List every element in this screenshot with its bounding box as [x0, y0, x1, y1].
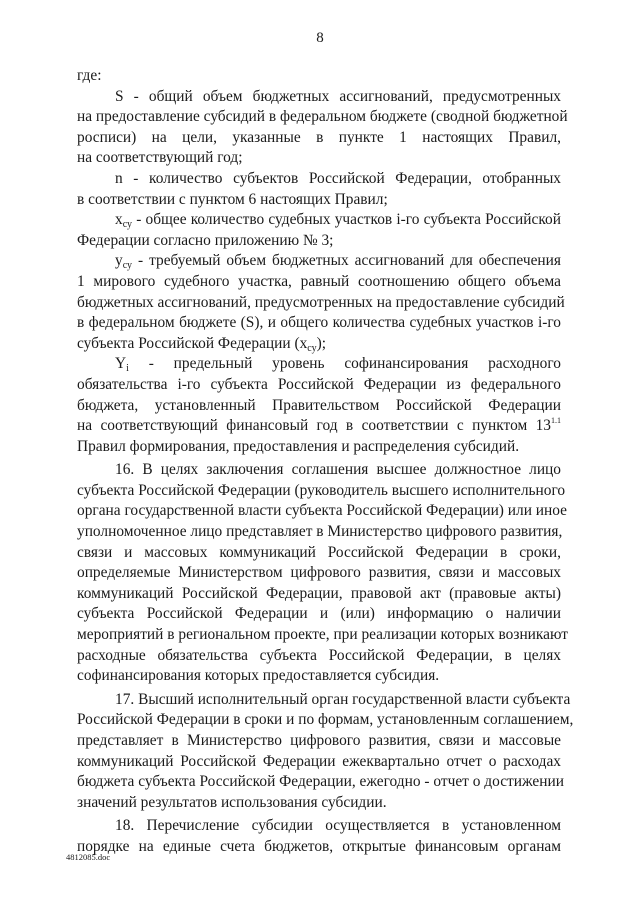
definition-y-i — [77, 354, 561, 457]
text-line: определяемые Министерством цифрового развития, связи и массовых — [77, 564, 561, 582]
symbol-subscript: су — [122, 260, 133, 272]
symbol: y — [115, 252, 123, 270]
text-line: на соответствующий год; — [77, 149, 243, 167]
text-line: Правил формирования, предоставления и распределения субсидий. — [77, 437, 520, 455]
text-line: расходные обязательства субъекта Российской Федерации, в целях — [77, 646, 561, 664]
text-line: субъекта Российской Федерации (руководитель высшего исполнительного — [77, 481, 566, 499]
symbol-subscript: су — [307, 342, 317, 354]
text-line: Федерации согласно приложению № 3; — [77, 231, 334, 249]
page-number: 8 — [316, 30, 324, 46]
text-line: на предоставление субсидий в федеральном бюджете (сводной бюджетной — [77, 108, 568, 126]
text-line: органа государственной власти субъекта Российской Федерации) или иное — [77, 502, 567, 520]
symbol: x — [115, 211, 123, 229]
text-line: субъекта Российской Федерации и (или) информацию о наличии — [77, 605, 561, 623]
document-body — [77, 66, 574, 858]
symbol: Y — [115, 355, 127, 373]
definition-x-su — [77, 210, 561, 251]
footer-filename: 4812085.doc — [66, 852, 111, 862]
text-line: в федеральном бюджете (S), и общего количества судебных участков i-го — [77, 314, 561, 332]
reference-superscript: 1.1 — [551, 416, 561, 426]
text-line — [77, 354, 561, 375]
text-line — [77, 210, 561, 231]
clause-16 — [77, 460, 569, 687]
text-span: субъекта Российской Федерации (x — [77, 334, 308, 352]
text-line: бюджета субъекта Российской Федерации, ежегодно - отчет о достижении — [77, 773, 564, 791]
text-line: 16. В целях заключения соглашения высшее должностное лицо — [115, 461, 561, 479]
text-line: мероприятий в региональном проекте, при реализации которых возникают — [77, 626, 569, 644]
text-line: коммуникаций Российской Федерации ежеквартально отчет о расходах — [77, 752, 561, 770]
text-line: значений результатов использования субсидии. — [77, 793, 387, 811]
clause-17 — [77, 690, 574, 814]
symbol-subscript: су — [122, 219, 133, 231]
text-line: Российской Федерации в сроки и по формам, установленным соглашением, — [77, 711, 574, 729]
text-span: на соответствующий финансовый год в соответствии с пунктом 13 — [77, 417, 551, 435]
symbol-subscript: i — [126, 363, 129, 375]
text-line: бюджетных ассигнований, предусмотренных на предоставление субсидий — [77, 293, 565, 311]
text-line — [77, 416, 561, 437]
text-span: ); — [316, 334, 326, 352]
text-line: связи и массовых коммуникаций Российской Федерации в сроки, — [77, 543, 561, 561]
definition-s — [77, 87, 568, 169]
text-line: S - общий объем бюджетных ассигнований, предусмотренных — [115, 87, 561, 105]
clause-18 — [77, 816, 561, 857]
definition-n — [77, 169, 561, 210]
text-line: софинансирования которых предоставляется субсидия. — [77, 667, 440, 685]
text-line: n - количество субъектов Российской Федерации, отобранных — [115, 169, 561, 187]
text-line: коммуникаций Российской Федерации, правовой акт (правовые акты) — [77, 584, 561, 602]
text-line — [77, 251, 561, 272]
text-line: обязательства i-го субъекта Российской Федерации из федерального — [77, 375, 561, 393]
text-line: 18. Перечисление субсидии осуществляется в установленном — [115, 817, 561, 835]
text-line: представляет в Министерство цифрового развития, связи и массовые — [77, 732, 561, 749]
text-line — [77, 334, 561, 355]
text-span: - предельный уровень софинансирования расходного — [128, 355, 561, 373]
text-line: 17. Высший исполнительный орган государственной власти субъекта — [115, 690, 571, 708]
text-span: - требуемый объем бюджетных ассигнований для обеспечения — [132, 252, 561, 270]
text-line: где: — [77, 67, 102, 84]
text-line: росписи) на цели, указанные в пункте 1 настоящих Правил, — [77, 128, 561, 146]
text-span: - общее количество судебных участков i-го субъекта Российской — [132, 211, 561, 229]
text-line: порядке на единые счета бюджетов, открытые финансовым органам — [77, 837, 561, 855]
text-line: в соответствии с пунктом 6 настоящих Правил; — [77, 190, 388, 208]
text-line: 1 мирового судебного участка, равный соотношению общего объема — [77, 272, 561, 290]
text-line: бюджета, установленный Правительством Российской Федерации — [77, 396, 561, 414]
text-line: уполномоченное лицо представляет в Министерство цифрового развития, — [77, 523, 563, 541]
definition-y-su — [77, 251, 565, 354]
